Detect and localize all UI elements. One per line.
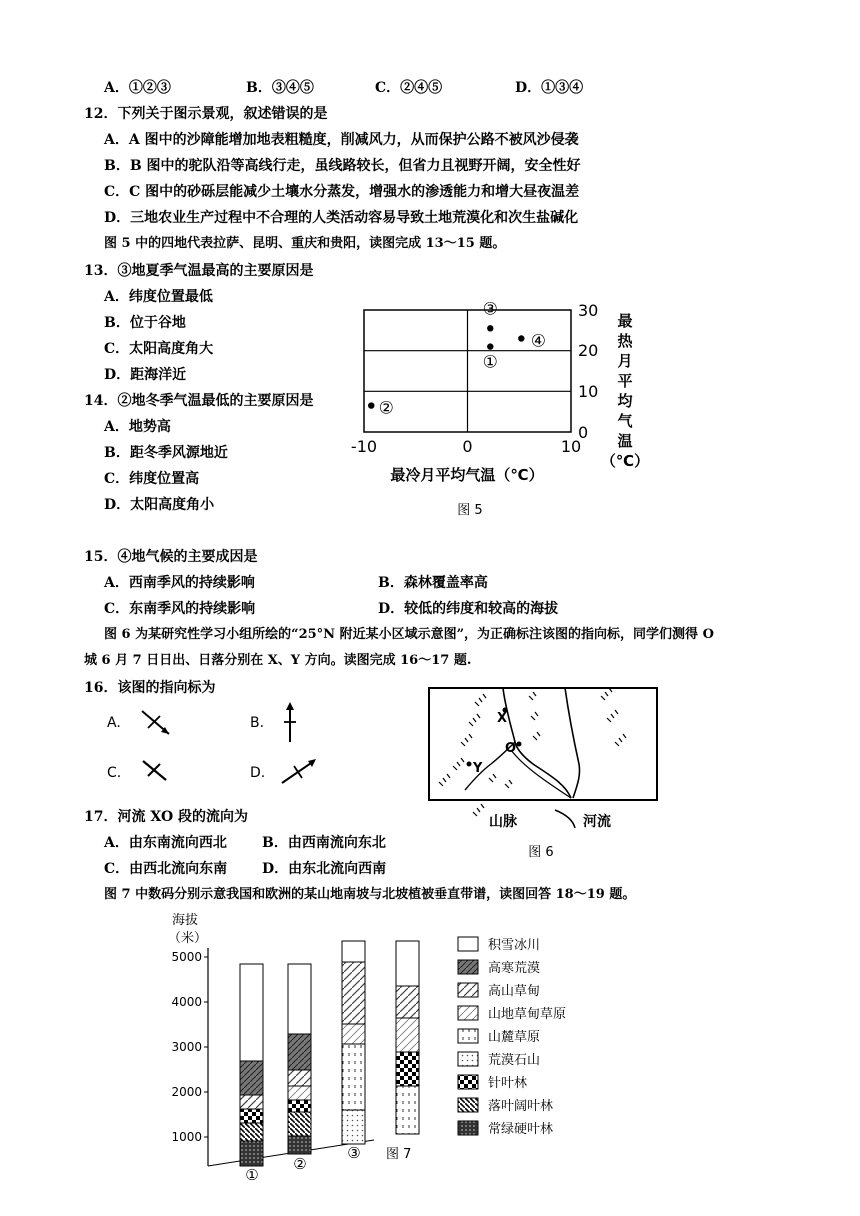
x-tick-label: 10 <box>560 437 582 456</box>
q13-option-d: D．距海洋近 <box>104 367 187 383</box>
legend-label: 山地草甸草原 <box>488 1007 567 1022</box>
y-tick-label: 2000 <box>171 1085 202 1099</box>
scatter-point-3 <box>487 325 493 331</box>
mountain-legend-icon <box>473 804 484 816</box>
legend-label: 山麓草原 <box>488 1030 541 1045</box>
point-label: ② <box>378 398 394 419</box>
legend-label: 高寒荒漠 <box>488 961 541 976</box>
y-tick-label: 3000 <box>171 1040 202 1054</box>
column-label-1: ① <box>245 1166 259 1184</box>
y-axis-label-char: 均 <box>617 392 633 410</box>
legend-label: 常绿硬叶林 <box>488 1122 554 1137</box>
q12-option-c: C．C 图中的砂砾层能减少土壤水分蒸发，增强水的渗透能力和增大昼夜温差 <box>104 184 580 200</box>
y-tick-label: 1000 <box>171 1130 202 1144</box>
legend-swatch-conifer <box>458 1075 478 1089</box>
legend-label: 针叶林 <box>488 1076 528 1091</box>
legend-label: 高山草甸 <box>488 984 541 999</box>
scatter-point-1 <box>487 343 493 349</box>
label-x: X <box>497 711 508 726</box>
legend-swatch-ice <box>458 937 478 951</box>
vegetation-column-3 <box>342 941 365 1144</box>
q15-option-d: D．较低的纬度和较高的海拔 <box>378 601 559 617</box>
intro-fig6-line1: 图 6 为某研究性学习小组所绘的“25°N 附近某小区域示意图”，为正确标注该图的指向标，同学们测得 O <box>104 627 714 642</box>
legend-swatch-desert-rock <box>458 1052 478 1066</box>
figure-7-chart <box>160 908 600 1188</box>
point-label: ① <box>482 352 498 373</box>
figure-6-caption: 图 6 <box>528 845 554 860</box>
q14-option-a: A．地势高 <box>104 419 171 435</box>
column-label-3: ③ <box>347 1144 361 1162</box>
legend <box>458 937 566 1137</box>
point-o <box>517 742 522 747</box>
legend-swatch-alpine-meadow <box>458 983 478 997</box>
q13-option-a: A．纬度位置最低 <box>104 289 213 305</box>
q12-stem: 12．下列关于图示景观，叙述错误的是 <box>84 106 328 122</box>
q16-option-a-label: A. <box>107 715 121 731</box>
q14-option-c: C．纬度位置高 <box>104 471 200 487</box>
point-y <box>467 762 472 767</box>
y-axis-label-char: 最 <box>617 312 633 330</box>
scatter-point-2 <box>368 402 374 408</box>
compass-arrow-icon-c <box>138 756 172 786</box>
option-a: A．①②③ <box>104 80 171 96</box>
legend-swatch-piedmont-steppe <box>458 1029 478 1043</box>
q15-option-a: A．西南季风的持续影响 <box>104 575 255 591</box>
y-tick-label: 4000 <box>171 995 202 1009</box>
legend-label: 落叶阔叶林 <box>488 1099 554 1114</box>
option-d: D．①③④ <box>515 80 584 96</box>
q14-stem: 14．②地冬季气温最低的主要原因是 <box>84 393 314 409</box>
option-b: B．③④⑤ <box>246 80 314 96</box>
y-axis-label-char: 温 <box>617 432 633 450</box>
q17-option-b: B．由西南流向东北 <box>262 835 386 851</box>
vegetation-column-2 <box>288 964 311 1154</box>
y-axis-label-char: 月 <box>617 352 633 370</box>
y-axis-label-char: 平 <box>617 372 633 390</box>
vegetation-column-4 <box>396 941 419 1134</box>
scatter-point-4 <box>518 335 524 341</box>
label-o: O <box>505 741 517 756</box>
figure-7-caption: 图 7 <box>386 1147 412 1162</box>
compass-arrow-icon-d <box>278 756 320 786</box>
x-tick-label: 0 <box>462 437 473 456</box>
legend-label: 积雪冰川 <box>488 938 541 953</box>
point-label: ③ <box>482 299 498 320</box>
y-tick-label: 10 <box>578 382 599 401</box>
figure-6-map <box>425 686 665 861</box>
q16-option-b-label: B. <box>250 715 265 731</box>
q13-stem: 13．③地夏季气温最高的主要原因是 <box>84 263 314 279</box>
point-label: ④ <box>530 331 546 352</box>
q13-option-b: B．位于谷地 <box>104 315 186 331</box>
legend-swatch-deciduous <box>458 1098 478 1112</box>
vegetation-column-1 <box>240 964 263 1166</box>
q14-option-d: D．太阳高度角小 <box>104 497 215 513</box>
y-axis-label-char: （℃） <box>600 452 650 470</box>
compass-arrow-icon-b <box>280 700 300 744</box>
option-c: C．②④⑤ <box>375 80 443 96</box>
legend-label: 荒漠石山 <box>488 1053 541 1068</box>
x-axis-label: 最冷月平均气温（℃） <box>390 466 544 484</box>
q16-stem: 16．该图的指向标为 <box>84 680 216 696</box>
figure-5-chart <box>340 282 660 522</box>
y-axis-label-char: 热 <box>617 332 633 350</box>
compass-arrow-icon-a <box>136 706 176 740</box>
q17-option-a: A．由东南流向西北 <box>104 835 227 851</box>
y-axis-label: 海拔 <box>172 913 199 928</box>
y-tick-label: 0 <box>578 423 589 442</box>
q16-option-d-label: D. <box>250 765 266 781</box>
q17-stem: 17．河流 XO 段的流向为 <box>84 809 249 825</box>
q15-stem: 15．④地气候的主要成因是 <box>84 549 258 565</box>
y-axis-label-char: 气 <box>617 412 633 430</box>
q16-option-c-label: C. <box>107 765 122 781</box>
intro-fig6-line2: 城 6 月 7 日日出、日落分别在 X、Y 方向。读图完成 16～17 题. <box>84 653 472 668</box>
legend-mountain-label: 山脉 <box>489 814 517 830</box>
y-tick-label: 20 <box>578 341 599 360</box>
intro-fig5: 图 5 中的四地代表拉萨、昆明、重庆和贵阳，读图完成 13～15 题。 <box>104 236 506 251</box>
q13-option-c: C．太阳高度角大 <box>104 341 214 357</box>
q15-option-b: B．森林覆盖率高 <box>378 575 488 591</box>
intro-fig7: 图 7 中数码分别示意我国和欧洲的某山地南坡与北坡植被垂直带谱，读图回答 18～19 题。 <box>104 887 636 902</box>
x-tick-label: -10 <box>350 437 378 456</box>
legend-swatch-sclerophyll <box>458 1121 478 1135</box>
legend-river-label: 河流 <box>583 814 611 830</box>
q14-option-b: B．距冬季风源地近 <box>104 445 228 461</box>
y-axis-unit: （米） <box>168 931 208 946</box>
legend-swatch-alpine-desert <box>458 960 478 974</box>
q12-option-d: D．三地农业生产过程中不合理的人类活动容易导致土地荒漠化和次生盐碱化 <box>104 210 579 226</box>
q12-option-a: A．A 图中的沙障能增加地表粗糙度，削减风力，从而保护公路不被风沙侵袭 <box>104 132 579 148</box>
y-tick-label: 30 <box>578 301 599 320</box>
q17-option-c: C．由西北流向东南 <box>104 861 228 877</box>
label-y: Y <box>473 761 483 776</box>
legend-swatch-mountain-meadow-steppe <box>458 1006 478 1020</box>
y-tick-label: 5000 <box>171 950 202 964</box>
column-label-2: ② <box>293 1155 307 1173</box>
figure-5-caption: 图 5 <box>457 503 483 518</box>
q15-option-c: C．东南季风的持续影响 <box>104 601 256 617</box>
q12-option-b: B．B 图中的驼队沿等高线行走，虽线路较长，但省力且视野开阔，安全性好 <box>104 158 581 174</box>
q17-option-d: D．由东北流向西南 <box>262 861 387 877</box>
river-legend-icon <box>555 810 575 828</box>
